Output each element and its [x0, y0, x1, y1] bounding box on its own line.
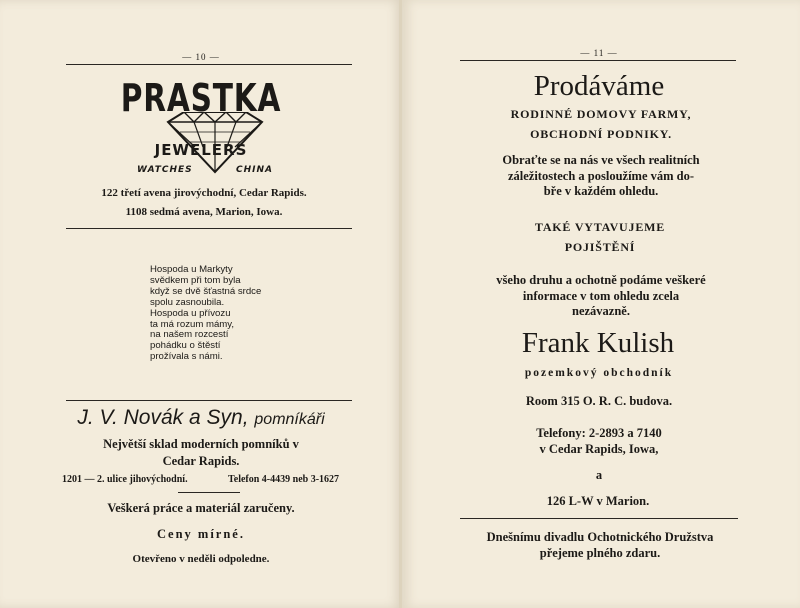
conjunction-a: a	[595, 468, 603, 482]
rule-above-novak	[66, 400, 352, 401]
poem-line: když se dvě šťastná srdce	[150, 285, 262, 297]
closing-line: Dnešnímu divadlu Ochotnického Družstva	[486, 530, 714, 544]
also-heading-2: POJIŠTĚNÍ	[564, 240, 636, 254]
novak-phone: Telefon 4-4439 neb 3-1627	[228, 474, 340, 485]
paragraph-line: nezávazně.	[572, 304, 630, 318]
jewelers-text: JEWELERS	[154, 141, 248, 159]
phone-numbers: Telefony: 2-2893 a 7140	[536, 426, 662, 440]
paragraph-2	[402, 273, 800, 320]
prastka-logo-text: PRASTKA	[120, 76, 282, 120]
page-number: — 10 —	[182, 52, 220, 62]
poem-line: spolu zasnoubila.	[150, 296, 225, 308]
heading-prodavame: Prodáváme	[533, 70, 665, 102]
novak-name	[0, 406, 402, 430]
paragraph-line: informace v tom ohledu zcela	[522, 288, 680, 303]
right-page	[402, 0, 800, 608]
novak-line-1: Největší sklad moderních pomníků v	[103, 437, 299, 451]
poem-line: Hospoda u Markyty	[150, 264, 233, 275]
closing-line: přejeme plného zdaru.	[539, 545, 661, 560]
china-text: CHINA	[236, 165, 273, 175]
novak-line-2: Cedar Rapids.	[162, 454, 240, 468]
poem-line: na našem rozcestí	[150, 329, 229, 341]
sub-heading-1: RODINNÉ DOMOVY FARMY,	[510, 107, 692, 121]
room-address: Room 315 O. R. C. budova.	[525, 394, 673, 408]
occupation: pozemkový obchodník	[524, 367, 674, 379]
top-rule	[66, 64, 352, 65]
novak-prices: Ceny mírné.	[157, 527, 245, 541]
city-line: v Cedar Rapids, Iowa,	[539, 442, 659, 456]
novak-quality: Veškerá práce a materiál zaručeny.	[107, 501, 295, 515]
page-number: — 11 —	[580, 48, 618, 58]
novak-sunday: Otevřeno v neděli odpoledne.	[132, 553, 270, 565]
paragraph-1	[402, 153, 800, 200]
poem-line: ta má rozum mámy,	[150, 318, 235, 330]
short-divider	[178, 492, 240, 493]
closing-message	[400, 530, 800, 561]
marion-address: 126 L-W v Marion.	[546, 494, 650, 508]
novak-name-main: J. V. Novák a Syn,	[77, 406, 249, 429]
novak-address: 1201 — 2. ulice jihovýchodní.	[62, 474, 188, 485]
prastka-address-2: 1108 sedmá avena, Marion, Iowa.	[125, 206, 283, 218]
poem-line: svědkem při tom byla	[150, 274, 241, 286]
poem-line: prožívala s námi.	[150, 351, 223, 363]
top-rule	[460, 60, 736, 61]
prastka-address-1: 122 třetí avena jirovýchodní, Cedar Rapids.	[101, 187, 307, 199]
paragraph-line: bře v každém ohledu.	[543, 184, 659, 198]
paragraph-line: záležitostech a posloužíme vám do-	[507, 168, 695, 183]
poem	[150, 265, 261, 363]
poem-line: pohádku o štěstí	[150, 340, 221, 352]
poem-line: Hospoda u přívozu	[150, 307, 231, 319]
paragraph-line: všeho druhu a ochotně podáme veškeré	[496, 273, 706, 287]
novak-name-suffix: pomníkáři	[254, 411, 325, 428]
sub-heading-2: OBCHODNÍ PODNIKY.	[530, 127, 672, 141]
also-heading-1: TAKÉ VYTAVUJEME	[534, 220, 666, 234]
rule-under-prastka	[66, 228, 352, 229]
paragraph-line: Obraťte se na nás ve všech realitních	[502, 153, 700, 167]
watches-text: WATCHES	[137, 165, 193, 175]
rule-above-closing	[460, 518, 738, 519]
frank-kulish-name: Frank Kulish	[521, 327, 675, 359]
